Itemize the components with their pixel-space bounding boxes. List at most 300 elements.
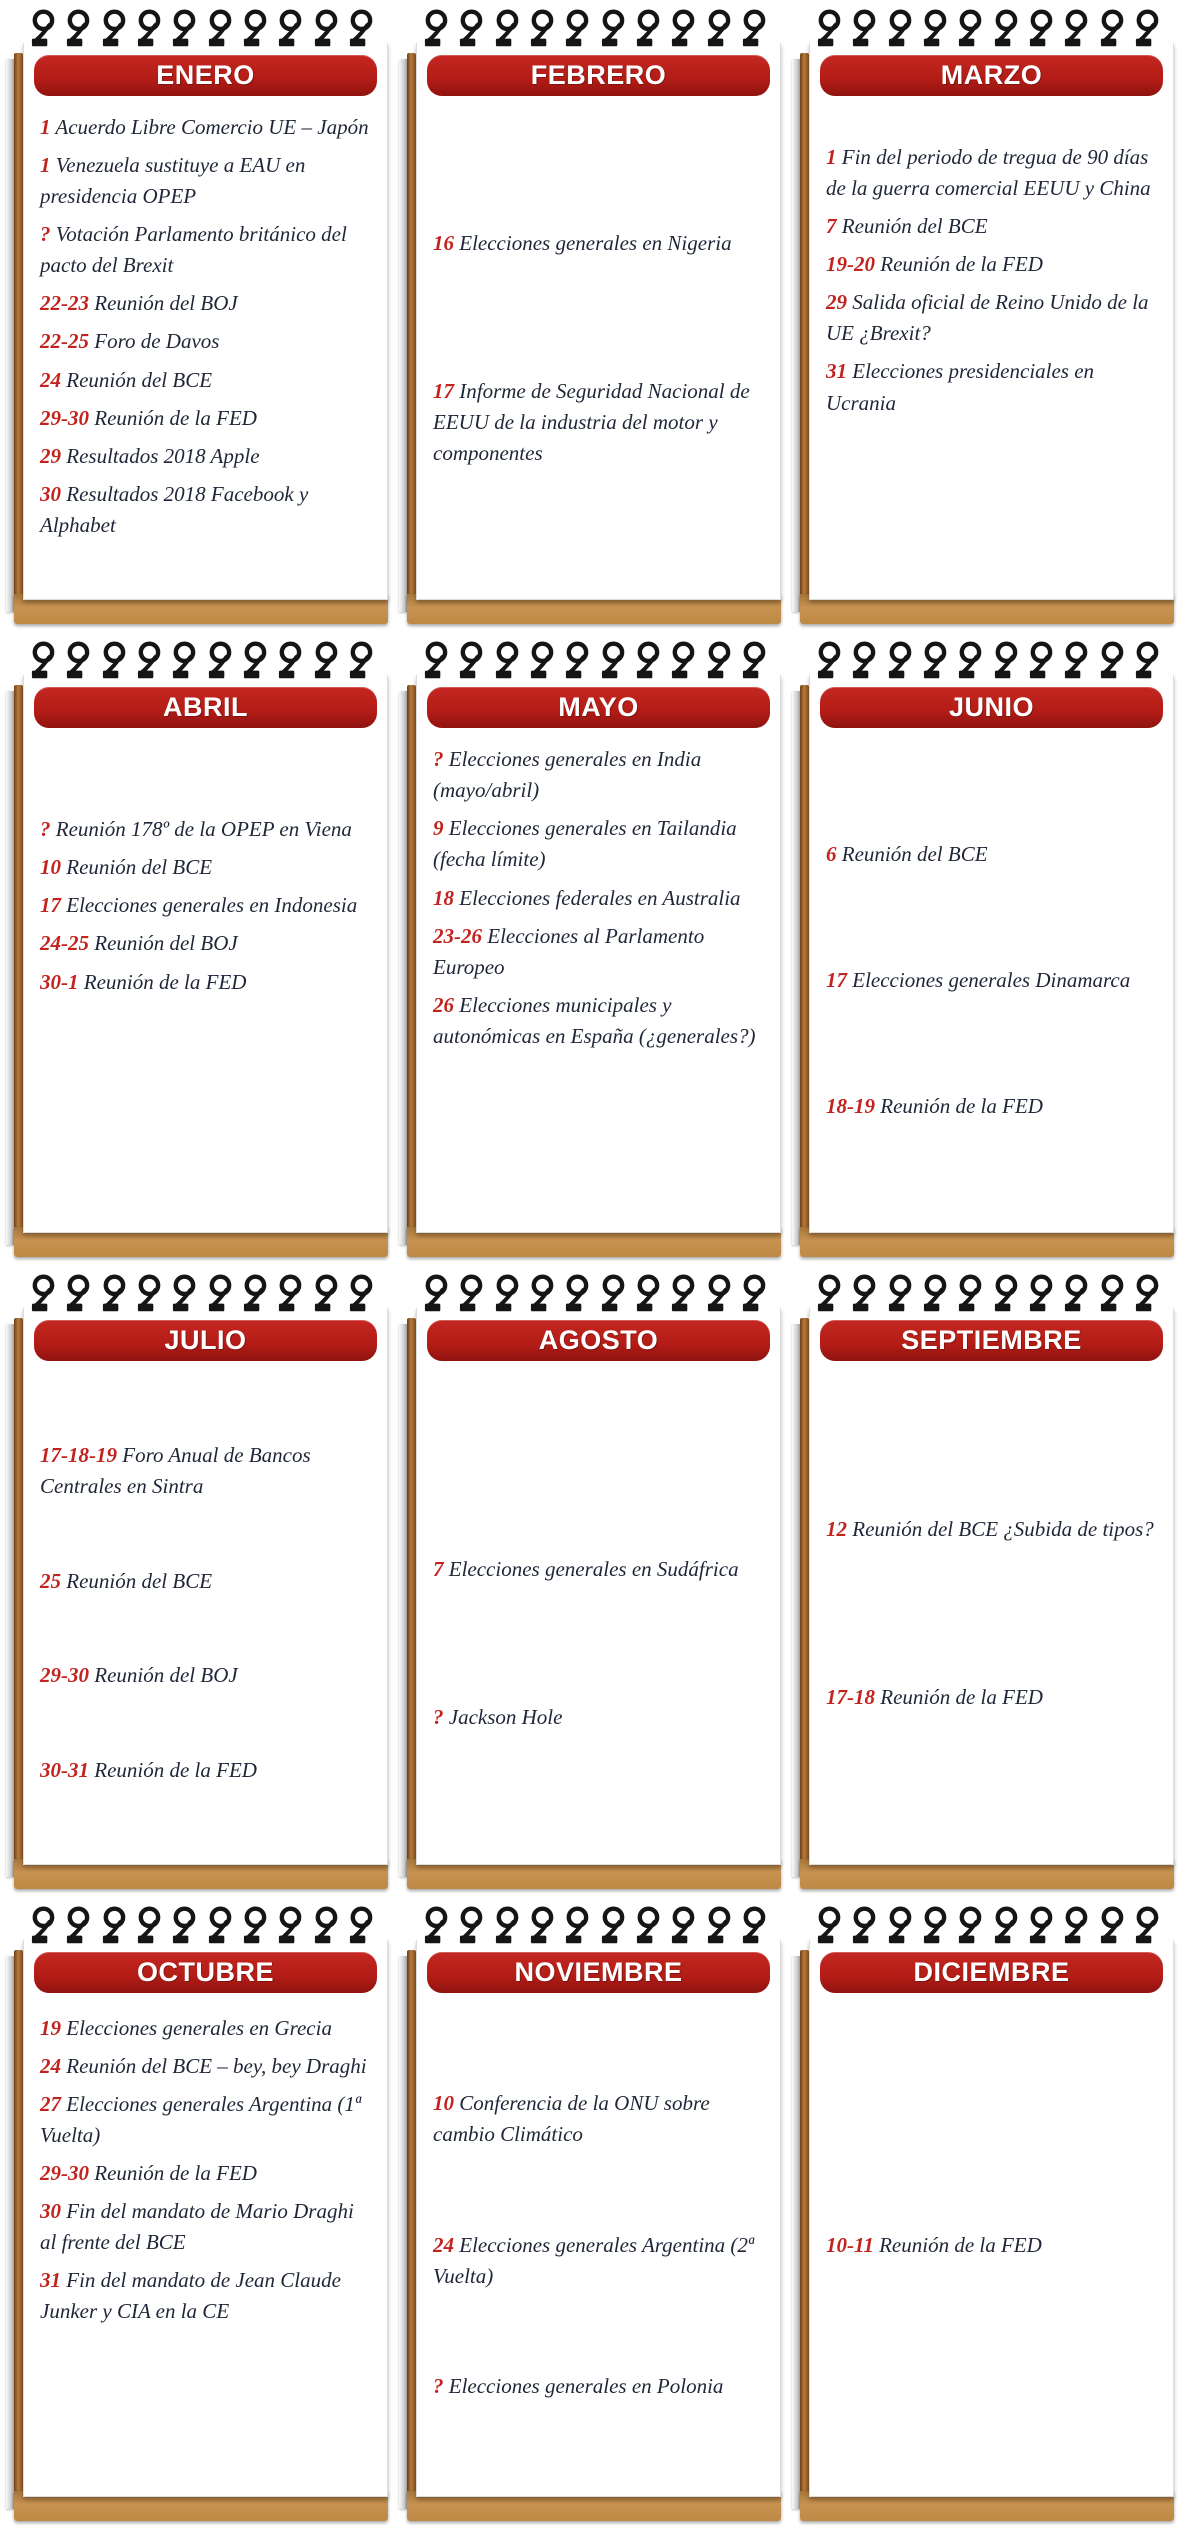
event-item bbox=[40, 2158, 373, 2189]
spiral-coil-icon bbox=[887, 1903, 912, 1947]
spiral-coil-icon bbox=[136, 1903, 161, 1947]
notepad-backing bbox=[792, 675, 1175, 1256]
event-item bbox=[40, 219, 373, 281]
notepad-backing bbox=[6, 675, 389, 1256]
spiral-coil-icon bbox=[957, 1271, 982, 1315]
spiral-coil-icon bbox=[423, 6, 448, 50]
month-card bbox=[399, 1903, 782, 2521]
page-stack-edge bbox=[792, 691, 800, 1244]
notepad-backing bbox=[399, 43, 782, 624]
month-title: OCTUBRE bbox=[137, 1956, 274, 1987]
spiral-coil-icon bbox=[423, 638, 448, 682]
event-date: 31 bbox=[826, 359, 847, 384]
spiral-coil-icon bbox=[65, 1271, 90, 1315]
month-title: ABRIL bbox=[163, 692, 248, 723]
event-text: Reunión de la FED bbox=[94, 1758, 257, 1783]
event-date: 26 bbox=[433, 992, 454, 1017]
spiral-coil-icon bbox=[277, 6, 302, 50]
event-text: Fin del mandato de Jean Claude Junker y CIA en la CE bbox=[40, 2268, 341, 2324]
page-stack-edge bbox=[6, 1324, 14, 1877]
spiral-coil-icon bbox=[101, 6, 126, 50]
event-date: 29 bbox=[40, 443, 61, 468]
month-card bbox=[6, 1903, 389, 2521]
event-list bbox=[810, 96, 1173, 599]
page-stack-edge bbox=[6, 1956, 14, 2509]
left-rod bbox=[14, 685, 23, 1252]
event-date: 18 bbox=[433, 885, 454, 910]
event-date: 17 bbox=[826, 968, 847, 993]
spiral-coil-icon bbox=[706, 6, 731, 50]
spiral-coil-icon bbox=[458, 1271, 483, 1315]
spiral-binding bbox=[399, 1271, 782, 1317]
spiral-coil-icon bbox=[1063, 638, 1088, 682]
page-stack-edge bbox=[792, 59, 800, 612]
notepad-backing bbox=[792, 1940, 1175, 2521]
event-date: 18-19 bbox=[826, 1094, 875, 1119]
spiral-coil-icon bbox=[348, 638, 373, 682]
event-text: Reunión del BCE ¿Subida de tipos? bbox=[852, 1516, 1154, 1541]
month-card bbox=[6, 1271, 389, 1889]
note-paper bbox=[416, 1308, 781, 1865]
spiral-coil-icon bbox=[171, 6, 196, 50]
month-title: NOVIEMBRE bbox=[514, 1956, 683, 1987]
spiral-coil-icon bbox=[277, 1271, 302, 1315]
event-text: Reunión de la FED bbox=[880, 1684, 1043, 1709]
spiral-coil-icon bbox=[242, 1271, 267, 1315]
spiral-binding bbox=[6, 1271, 389, 1317]
notepad-backing bbox=[6, 1308, 389, 1889]
event-date: 24 bbox=[433, 2232, 454, 2257]
event-item bbox=[433, 990, 766, 1052]
event-list bbox=[417, 1361, 780, 1864]
spiral-coil-icon bbox=[65, 1903, 90, 1947]
event-text: Elecciones generales Argentina (2ª Vuelta) bbox=[433, 2232, 754, 2288]
event-text: Fin del periodo de tregua de 90 días de la guerra comercial EEUU y China bbox=[826, 145, 1151, 201]
spiral-coil-icon bbox=[1063, 1271, 1088, 1315]
event-date: 29-30 bbox=[40, 2161, 89, 2186]
page-stack-edge bbox=[399, 59, 407, 612]
event-item bbox=[826, 839, 1159, 870]
spiral-coil-icon bbox=[494, 638, 519, 682]
event-text: Foro Anual de Bancos Centrales en Sintra bbox=[40, 1443, 311, 1499]
event-item bbox=[433, 744, 766, 806]
month-banner bbox=[34, 1320, 377, 1361]
event-date: 17 bbox=[40, 893, 61, 918]
month-card bbox=[792, 1271, 1175, 1889]
spiral-coil-icon bbox=[494, 1903, 519, 1947]
note-paper bbox=[416, 1940, 781, 2497]
event-date: 22-25 bbox=[40, 329, 89, 354]
event-item bbox=[40, 2196, 373, 2258]
spiral-coil-icon bbox=[277, 1903, 302, 1947]
spiral-coil-icon bbox=[922, 6, 947, 50]
spiral-coil-icon bbox=[706, 638, 731, 682]
note-paper bbox=[809, 1308, 1174, 1865]
spiral-coil-icon bbox=[600, 1271, 625, 1315]
spiral-coil-icon bbox=[529, 638, 554, 682]
event-item bbox=[40, 814, 373, 845]
event-text: Venezuela sustituye a EAU en presidencia OPEP bbox=[40, 153, 306, 209]
event-item bbox=[40, 326, 373, 357]
spiral-coil-icon bbox=[1134, 638, 1159, 682]
event-text: Reunión del BOJ bbox=[94, 931, 238, 956]
event-date: 1 bbox=[40, 153, 51, 178]
spiral-coil-icon bbox=[741, 1903, 766, 1947]
event-item bbox=[40, 1566, 373, 1597]
left-rod bbox=[407, 1318, 416, 1885]
event-text: Elecciones generales en India (mayo/abril) bbox=[433, 747, 702, 803]
event-item bbox=[433, 1702, 766, 1733]
spiral-coil-icon bbox=[348, 6, 373, 50]
month-banner bbox=[820, 1952, 1163, 1993]
month-title: AGOSTO bbox=[538, 1324, 659, 1355]
spiral-coil-icon bbox=[635, 638, 660, 682]
spiral-coil-icon bbox=[207, 1271, 232, 1315]
month-banner bbox=[427, 1952, 770, 1993]
event-text: Resultados 2018 Apple bbox=[66, 443, 260, 468]
spiral-coil-icon bbox=[670, 1903, 695, 1947]
event-list bbox=[810, 728, 1173, 1231]
event-text: Reunión de la FED bbox=[880, 252, 1043, 277]
left-rod bbox=[800, 53, 809, 620]
event-item bbox=[40, 441, 373, 472]
event-item bbox=[40, 1440, 373, 1502]
event-item bbox=[40, 112, 373, 143]
month-banner bbox=[34, 1952, 377, 1993]
spiral-coil-icon bbox=[458, 6, 483, 50]
spiral-coil-icon bbox=[922, 1271, 947, 1315]
event-text: Foro de Davos bbox=[94, 329, 220, 354]
event-item bbox=[40, 1660, 373, 1691]
event-item bbox=[40, 403, 373, 434]
event-date: 16 bbox=[433, 231, 454, 256]
event-item bbox=[40, 2089, 373, 2151]
note-paper bbox=[809, 43, 1174, 600]
spiral-coil-icon bbox=[494, 1271, 519, 1315]
spiral-coil-icon bbox=[207, 6, 232, 50]
month-title: FEBRERO bbox=[530, 60, 667, 90]
spiral-coil-icon bbox=[30, 1271, 55, 1315]
event-date: 24 bbox=[40, 2053, 61, 2078]
event-text: Elecciones al Parlamento Europeo bbox=[433, 923, 705, 979]
event-list bbox=[417, 728, 780, 1231]
month-title: MAYO bbox=[558, 692, 639, 723]
event-date: 29-30 bbox=[40, 1663, 89, 1688]
month-title: JUNIO bbox=[948, 692, 1035, 723]
note-paper bbox=[416, 675, 781, 1232]
event-date: 7 bbox=[826, 214, 837, 239]
event-text: Elecciones presidenciales en Ucrania bbox=[826, 359, 1095, 415]
event-date: 25 bbox=[40, 1568, 61, 1593]
month-title: DICIEMBRE bbox=[913, 1956, 1070, 1987]
event-text: Acuerdo Libre Comercio UE – Japón bbox=[55, 115, 369, 139]
spiral-coil-icon bbox=[600, 1903, 625, 1947]
spiral-coil-icon bbox=[494, 6, 519, 50]
event-text: Reunión de la FED bbox=[94, 405, 257, 430]
month-title: ENERO bbox=[156, 60, 255, 90]
spiral-coil-icon bbox=[887, 1271, 912, 1315]
spiral-coil-icon bbox=[1028, 6, 1053, 50]
spiral-coil-icon bbox=[1099, 638, 1124, 682]
event-item bbox=[826, 249, 1159, 280]
event-text: Reunión del BCE bbox=[66, 367, 213, 392]
spiral-coil-icon bbox=[922, 638, 947, 682]
event-text: Reunión de la FED bbox=[83, 969, 247, 994]
event-item bbox=[40, 365, 373, 396]
note-paper bbox=[23, 43, 388, 600]
spiral-coil-icon bbox=[851, 1903, 876, 1947]
event-date: 24-25 bbox=[40, 931, 89, 956]
month-title: JULIO bbox=[164, 1324, 247, 1355]
month-card bbox=[6, 6, 389, 624]
event-list bbox=[24, 96, 387, 599]
month-card bbox=[792, 638, 1175, 1256]
event-list bbox=[417, 96, 780, 599]
spiral-binding bbox=[6, 638, 389, 684]
spiral-coil-icon bbox=[242, 1903, 267, 1947]
event-text: Elecciones generales en Grecia bbox=[66, 2015, 332, 2040]
page-stack-edge bbox=[399, 691, 407, 1244]
spiral-binding bbox=[792, 1271, 1175, 1317]
event-date: ? bbox=[433, 747, 444, 772]
event-text: Reunión de la FED bbox=[879, 2232, 1042, 2257]
event-item bbox=[40, 479, 373, 541]
month-banner bbox=[820, 1320, 1163, 1361]
event-date: 17-18-19 bbox=[40, 1443, 117, 1468]
spiral-coil-icon bbox=[600, 6, 625, 50]
notepad-backing bbox=[792, 43, 1175, 624]
month-banner bbox=[820, 687, 1163, 728]
spiral-coil-icon bbox=[313, 1271, 338, 1315]
event-date: 6 bbox=[826, 842, 837, 867]
event-text: Conferencia de la ONU sobre cambio Climático bbox=[433, 2091, 710, 2147]
event-date: ? bbox=[40, 817, 51, 842]
event-list bbox=[24, 1993, 387, 2496]
month-banner bbox=[820, 55, 1163, 96]
spiral-coil-icon bbox=[670, 6, 695, 50]
notepad-backing bbox=[399, 1308, 782, 1889]
spiral-coil-icon bbox=[30, 638, 55, 682]
event-text: Reunión de la FED bbox=[94, 2161, 257, 2186]
event-list bbox=[24, 1361, 387, 1864]
spiral-coil-icon bbox=[136, 1271, 161, 1315]
note-paper bbox=[23, 1308, 388, 1865]
event-item bbox=[433, 2371, 766, 2402]
event-item bbox=[433, 883, 766, 914]
notepad-backing bbox=[6, 1940, 389, 2521]
spiral-coil-icon bbox=[670, 1271, 695, 1315]
left-rod bbox=[800, 1318, 809, 1885]
spiral-coil-icon bbox=[993, 638, 1018, 682]
event-date: 30-31 bbox=[40, 1758, 89, 1783]
spiral-coil-icon bbox=[741, 6, 766, 50]
event-date: 1 bbox=[40, 115, 51, 139]
event-date: 30 bbox=[40, 2199, 61, 2224]
note-paper bbox=[23, 1940, 388, 2497]
event-item bbox=[826, 2230, 1159, 2261]
event-item bbox=[826, 965, 1159, 996]
event-list bbox=[810, 1993, 1173, 2496]
event-text: Salida oficial de Reino Unido de la UE ¿Brexit? bbox=[826, 290, 1149, 346]
month-card bbox=[792, 1903, 1175, 2521]
month-card bbox=[399, 6, 782, 624]
event-date: ? bbox=[433, 2374, 444, 2399]
spiral-coil-icon bbox=[564, 1903, 589, 1947]
spiral-coil-icon bbox=[957, 638, 982, 682]
spiral-binding bbox=[6, 6, 389, 52]
spiral-coil-icon bbox=[635, 1903, 660, 1947]
spiral-coil-icon bbox=[101, 638, 126, 682]
month-banner bbox=[34, 55, 377, 96]
spiral-coil-icon bbox=[887, 638, 912, 682]
spiral-coil-icon bbox=[458, 1903, 483, 1947]
event-date: 10 bbox=[433, 2091, 454, 2116]
spiral-coil-icon bbox=[458, 638, 483, 682]
event-text: Elecciones generales en Indonesia bbox=[66, 893, 358, 918]
spiral-coil-icon bbox=[851, 638, 876, 682]
event-text: Elecciones generales en Sudáfrica bbox=[448, 1556, 739, 1581]
spiral-coil-icon bbox=[171, 1903, 196, 1947]
month-banner bbox=[427, 1320, 770, 1361]
event-text: Reunión del BOJ bbox=[94, 291, 238, 316]
event-item bbox=[433, 813, 766, 875]
month-card bbox=[399, 638, 782, 1256]
event-item bbox=[826, 356, 1159, 418]
spiral-coil-icon bbox=[423, 1271, 448, 1315]
event-date: 9 bbox=[433, 816, 444, 841]
spiral-coil-icon bbox=[1028, 1903, 1053, 1947]
left-rod bbox=[407, 1950, 416, 2517]
spiral-coil-icon bbox=[529, 1271, 554, 1315]
event-item bbox=[40, 890, 373, 921]
event-item bbox=[40, 2051, 373, 2082]
spiral-coil-icon bbox=[313, 6, 338, 50]
event-text: Reunión del BCE bbox=[841, 214, 988, 239]
event-text: Reunión 178º de la OPEP en Viena bbox=[55, 817, 352, 842]
spiral-coil-icon bbox=[101, 1903, 126, 1947]
spiral-coil-icon bbox=[741, 1271, 766, 1315]
spiral-binding bbox=[6, 1903, 389, 1949]
spiral-coil-icon bbox=[564, 1271, 589, 1315]
spiral-coil-icon bbox=[101, 1271, 126, 1315]
spiral-coil-icon bbox=[887, 6, 912, 50]
spiral-coil-icon bbox=[564, 638, 589, 682]
spiral-coil-icon bbox=[313, 1903, 338, 1947]
spiral-binding bbox=[399, 1903, 782, 1949]
notepad-backing bbox=[792, 1308, 1175, 1889]
spiral-coil-icon bbox=[741, 638, 766, 682]
page-stack-edge bbox=[399, 1324, 407, 1877]
spiral-coil-icon bbox=[529, 1903, 554, 1947]
event-date: 22-23 bbox=[40, 291, 89, 316]
spiral-coil-icon bbox=[423, 1903, 448, 1947]
left-rod bbox=[14, 1950, 23, 2517]
event-date: 12 bbox=[826, 1516, 847, 1541]
page-stack-edge bbox=[399, 1956, 407, 2509]
spiral-coil-icon bbox=[1063, 1903, 1088, 1947]
spiral-coil-icon bbox=[993, 1903, 1018, 1947]
spiral-coil-icon bbox=[1134, 6, 1159, 50]
spiral-coil-icon bbox=[171, 638, 196, 682]
spiral-coil-icon bbox=[816, 1903, 841, 1947]
event-text: Votación Parlamento británico del pacto del Brexit bbox=[40, 222, 347, 278]
event-text: Elecciones federales en Australia bbox=[459, 885, 741, 910]
spiral-coil-icon bbox=[1099, 6, 1124, 50]
event-date: 30 bbox=[40, 481, 61, 506]
spiral-coil-icon bbox=[277, 638, 302, 682]
event-date: 30-1 bbox=[40, 969, 79, 994]
spiral-coil-icon bbox=[1063, 6, 1088, 50]
left-rod bbox=[407, 53, 416, 620]
event-item bbox=[433, 2088, 766, 2150]
spiral-coil-icon bbox=[993, 6, 1018, 50]
event-list bbox=[810, 1361, 1173, 1864]
page-stack-edge bbox=[792, 1956, 800, 2509]
left-rod bbox=[407, 685, 416, 1252]
event-list bbox=[417, 1993, 780, 2496]
event-item bbox=[433, 228, 766, 259]
spiral-coil-icon bbox=[816, 6, 841, 50]
spiral-binding bbox=[399, 638, 782, 684]
event-item bbox=[826, 1091, 1159, 1122]
event-text: Reunión del BOJ bbox=[94, 1663, 238, 1688]
spiral-coil-icon bbox=[242, 6, 267, 50]
left-rod bbox=[14, 1318, 23, 1885]
event-list bbox=[24, 728, 387, 1231]
note-paper bbox=[809, 1940, 1174, 2497]
spiral-binding bbox=[792, 638, 1175, 684]
event-item bbox=[826, 142, 1159, 204]
page-stack-edge bbox=[6, 691, 14, 1244]
event-item bbox=[40, 288, 373, 319]
spiral-coil-icon bbox=[1134, 1271, 1159, 1315]
notepad-backing bbox=[6, 43, 389, 624]
event-date: 10-11 bbox=[826, 2232, 874, 2257]
notepad-backing bbox=[399, 675, 782, 1256]
event-text: Reunión del BCE bbox=[66, 1568, 213, 1593]
month-title: MARZO bbox=[940, 60, 1043, 90]
event-date: 17 bbox=[433, 378, 454, 403]
spiral-binding bbox=[399, 6, 782, 52]
event-item bbox=[433, 921, 766, 983]
event-date: 24 bbox=[40, 367, 61, 392]
event-item bbox=[40, 2265, 373, 2327]
spiral-coil-icon bbox=[1134, 1903, 1159, 1947]
event-date: 10 bbox=[40, 855, 61, 880]
month-title: SEPTIEMBRE bbox=[901, 1324, 1082, 1355]
event-text: Informe de Seguridad Nacional de EEUU de la industria del motor y componentes bbox=[433, 378, 750, 465]
spiral-coil-icon bbox=[171, 1271, 196, 1315]
event-date: 29 bbox=[826, 290, 847, 315]
event-item bbox=[826, 1514, 1159, 1545]
event-item bbox=[40, 1755, 373, 1786]
spiral-coil-icon bbox=[136, 638, 161, 682]
spiral-binding bbox=[792, 6, 1175, 52]
event-date: 19 bbox=[40, 2015, 61, 2040]
event-text: Elecciones generales Argentina (1ª Vuelta) bbox=[40, 2091, 361, 2147]
spiral-coil-icon bbox=[65, 6, 90, 50]
spiral-coil-icon bbox=[816, 1271, 841, 1315]
spiral-coil-icon bbox=[993, 1271, 1018, 1315]
event-item bbox=[40, 150, 373, 212]
spiral-coil-icon bbox=[136, 6, 161, 50]
spiral-coil-icon bbox=[313, 638, 338, 682]
event-item bbox=[40, 967, 373, 998]
event-item bbox=[433, 1554, 766, 1585]
event-date: ? bbox=[40, 222, 51, 247]
spiral-coil-icon bbox=[706, 1271, 731, 1315]
spiral-coil-icon bbox=[851, 1271, 876, 1315]
